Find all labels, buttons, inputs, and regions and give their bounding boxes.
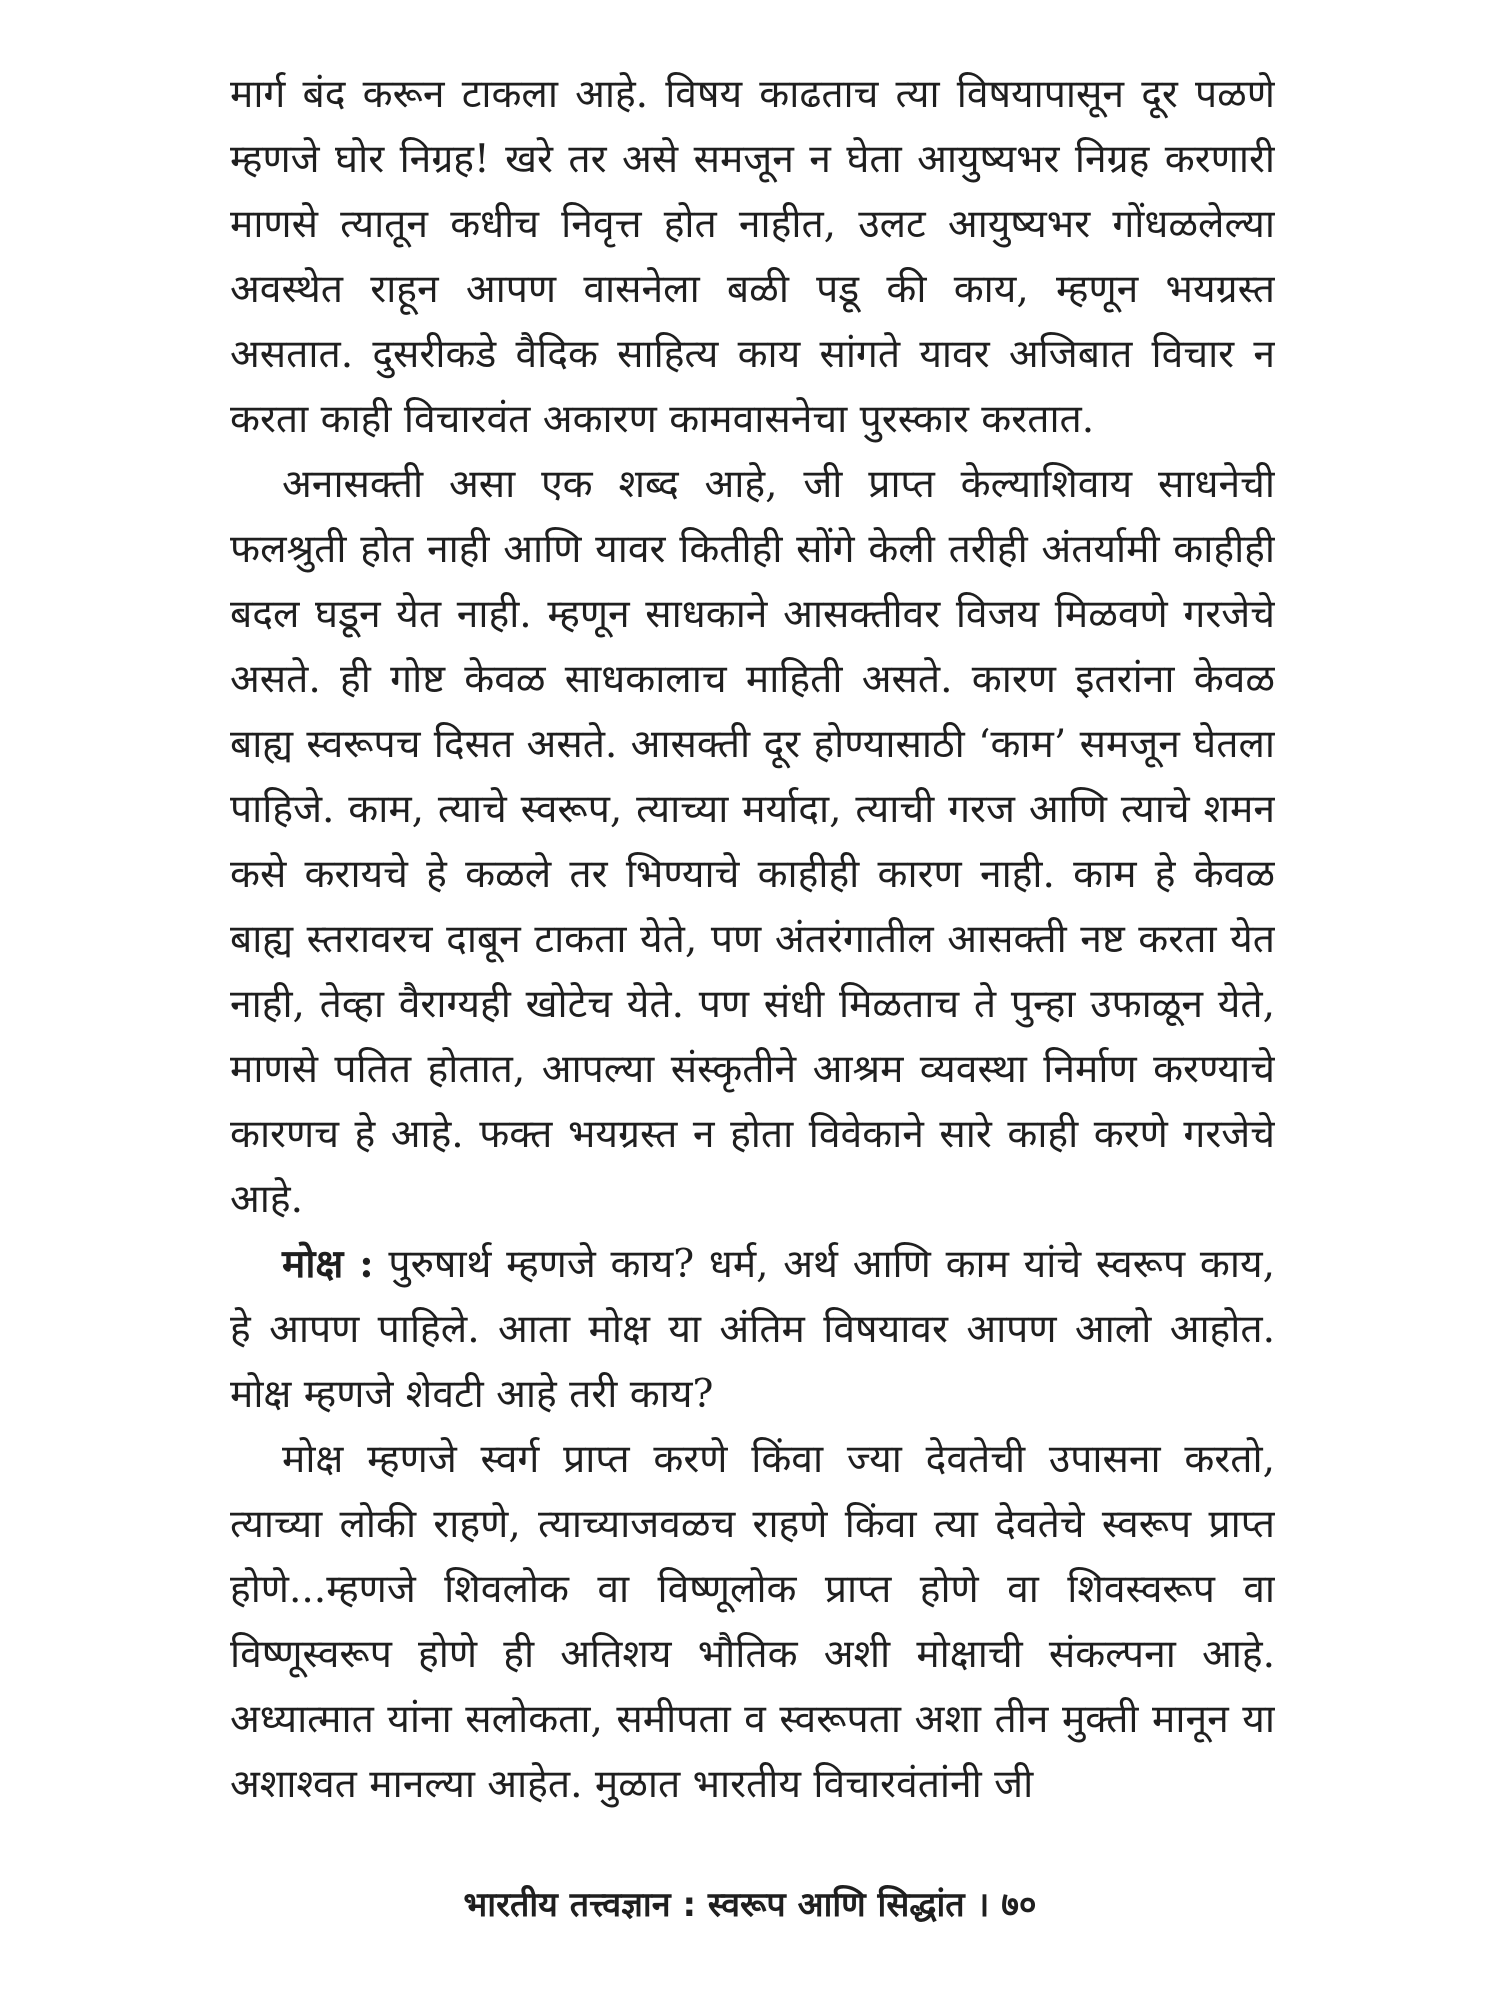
paragraph-3 (230, 1232, 1275, 1427)
paragraph-1: मार्ग बंद करून टाकला आहे. विषय काढताच त्या विषयापासून दूर पळणे म्हणजे घोर निग्रह! खरे तर असे समजून न घेता आयुष्यभर निग्रह करणारी माणसे त्यातून कधीच निवृत्त होत नाहीत, उलट आयुष्यभर गोंधळलेल्या अवस्थेत राहून आपण वासनेला बळी पडू की काय, म्हणून भयग्रस्त असतात. दुसरीकडे वैदिक साहित्य काय सांगते यावर अजिबात विचार न करता काही विचारवंत अकारण कामवासनेचा पुरस्कार करतात. (230, 72, 1275, 442)
paragraph-4: मोक्ष म्हणजे स्वर्ग प्राप्त करणे किंवा ज्या देवतेची उपासना करतो, त्याच्या लोकी राहणे, त्याच्याजवळच राहणे किंवा त्या देवतेचे स्वरूप प्राप्त होणे...म्हणजे शिवलोक वा विष्णूलोक प्राप्त होणे वा शिवस्वरूप वा विष्णूस्वरूप होणे ही अतिशय भौतिक अशी मोक्षाची संकल्पना आहे. अध्यात्मात यांना सलोकता, समीपता व स्वरूपता अशा तीन मुक्ती मानून या अशाश्वत मानल्या आहेत. मुळात भारतीय विचारवंतांनी जी (230, 1437, 1275, 1807)
paragraph-3-text: पुरुषार्थ म्हणजे काय? धर्म, अर्थ आणि काम यांचे स्वरूप काय, हे आपण पाहिले. आता मोक्ष या अंतिम विषयावर आपण आलो आहोत. मोक्ष म्हणजे शेवटी आहे तरी काय? (230, 1242, 1275, 1417)
paragraph-2: अनासक्ती असा एक शब्द आहे, जी प्राप्त केल्याशिवाय साधनेची फलश्रुती होत नाही आणि यावर कितीही सोंगे केली तरीही अंतर्यामी काहीही बदल घडून येत नाही. म्हणून साधकाने आसक्तीवर विजय मिळवणे गरजेचे असते. ही गोष्ट केवळ साधकालाच माहिती असते. कारण इतरांना केवळ बाह्य स्वरूपच दिसत असते. आसक्ती दूर होण्यासाठी ‘काम’ समजून घेतला पाहिजे. काम, त्याचे स्वरूप, त्याच्या मर्यादा, त्याची गरज आणि त्याचे शमन कसे करायचे हे कळले तर भिण्याचे काहीही कारण नाही. काम हे केवळ बाह्य स्तरावरच दाबून टाकता येते, पण अंतरंगातील आसक्ती नष्ट करता येत नाही, तेव्हा वैराग्यही खोटेच येते. पण संधी मिळताच ते पुन्हा उफाळून येते, माणसे पतित होतात, आपल्या संस्कृतीने आश्रम व्यवस्था निर्माण करण्याचे कारणच हे आहे. फक्त भयग्रस्त न होता विवेकाने सारे काही करणे गरजेचे आहे. (230, 462, 1275, 1222)
page-footer: भारतीय तत्त्वज्ञान : स्वरूप आणि सिद्धांत । ७० (463, 1885, 1037, 1925)
page-body (230, 62, 1275, 1842)
section-label-moksha: मोक्ष : (282, 1241, 374, 1287)
